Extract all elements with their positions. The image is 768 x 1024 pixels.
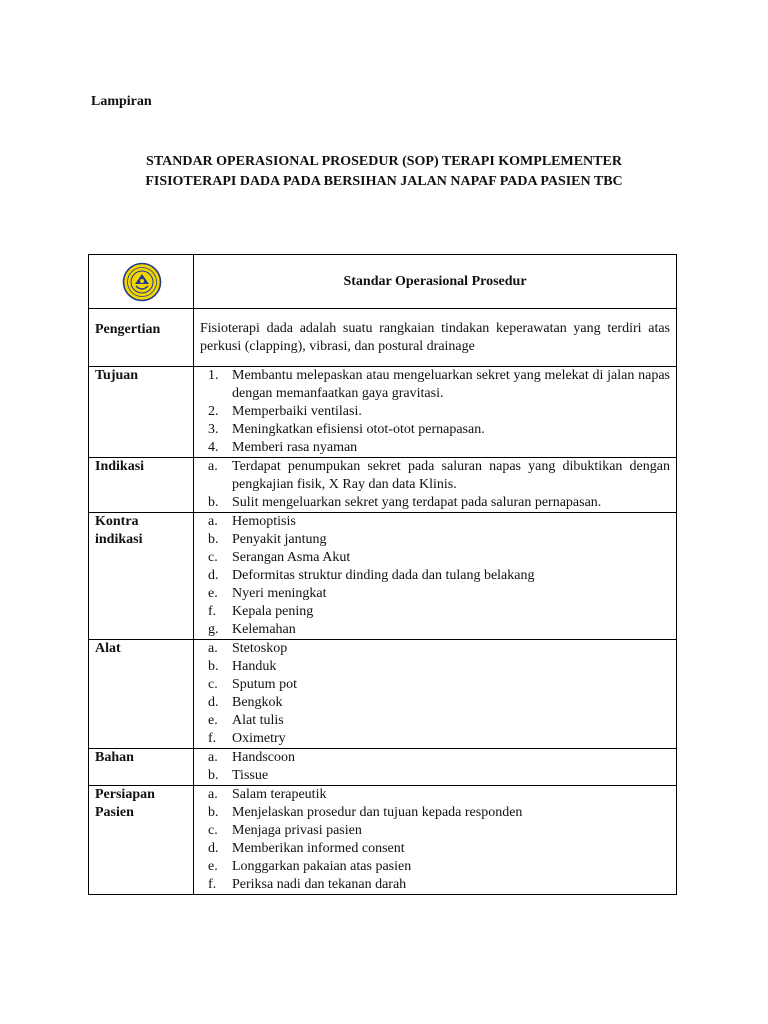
list-item bbox=[194, 858, 676, 876]
appendix-label: Lampiran bbox=[91, 94, 152, 109]
row-label-pengertian: Pengertian bbox=[89, 309, 194, 367]
list-item-text: Menjelaskan prosedur dan tujuan kepada responden bbox=[232, 805, 523, 820]
row-content-alat bbox=[194, 640, 677, 749]
item-list bbox=[194, 367, 676, 457]
list-marker: b. bbox=[208, 659, 219, 674]
list-item bbox=[194, 876, 676, 894]
item-list bbox=[194, 513, 676, 639]
list-item-text: Memberi rasa nyaman bbox=[232, 440, 358, 455]
list-item-text: Alat tulis bbox=[232, 713, 284, 728]
row-alat bbox=[89, 640, 677, 749]
row-kontra-indikasi bbox=[89, 513, 677, 640]
item-list bbox=[194, 458, 676, 512]
list-item bbox=[194, 531, 676, 549]
list-item bbox=[194, 603, 676, 621]
list-item-text: Terdapat penumpukan sekret pada saluran napas yang dibuktikan dengan pengkajian fisik, X Ray dan data Klinis. bbox=[232, 459, 670, 492]
list-item bbox=[194, 549, 676, 567]
list-item-text: Handuk bbox=[232, 659, 277, 674]
list-marker: e. bbox=[208, 586, 218, 601]
list-item-text: Nyeri meningkat bbox=[232, 586, 327, 601]
list-item-text: Kelemahan bbox=[232, 622, 296, 637]
list-marker: 1. bbox=[208, 368, 219, 383]
item-list bbox=[194, 749, 676, 785]
list-item bbox=[194, 786, 676, 804]
item-list bbox=[194, 786, 676, 894]
row-bahan bbox=[89, 749, 677, 786]
list-item bbox=[194, 840, 676, 858]
list-marker: b. bbox=[208, 532, 219, 547]
list-marker: e. bbox=[208, 859, 218, 874]
list-item-text: Penyakit jantung bbox=[232, 532, 327, 547]
list-marker: b. bbox=[208, 805, 219, 820]
list-item bbox=[194, 767, 676, 785]
list-marker: a. bbox=[208, 750, 218, 765]
list-marker: a. bbox=[208, 514, 218, 529]
row-indikasi bbox=[89, 458, 677, 513]
row-label-persiapan-pasien: Persiapan Pasien bbox=[89, 786, 194, 895]
list-item bbox=[194, 439, 676, 457]
row-label-alat: Alat bbox=[89, 640, 194, 749]
table-header-row bbox=[89, 255, 677, 309]
list-item-text: Tissue bbox=[232, 768, 269, 783]
list-marker: b. bbox=[208, 495, 219, 510]
list-item-text: Memberikan informed consent bbox=[232, 841, 405, 856]
list-item-text: Hemoptisis bbox=[232, 514, 296, 529]
list-marker: b. bbox=[208, 768, 219, 783]
row-pengertian bbox=[89, 309, 677, 367]
item-list bbox=[194, 640, 676, 748]
list-item bbox=[194, 567, 676, 585]
list-item bbox=[194, 367, 676, 403]
institution-emblem-icon bbox=[95, 262, 189, 302]
row-tujuan bbox=[89, 367, 677, 458]
row-content-persiapan-pasien bbox=[194, 786, 677, 895]
row-content-indikasi bbox=[194, 458, 677, 513]
row-label-kontra-indikasi: Kontra indikasi bbox=[89, 513, 194, 640]
list-item bbox=[194, 730, 676, 748]
list-marker: c. bbox=[208, 550, 218, 565]
list-item bbox=[194, 403, 676, 421]
list-marker: f. bbox=[208, 877, 217, 892]
list-item bbox=[194, 640, 676, 658]
list-item-text: Kepala pening bbox=[232, 604, 314, 619]
list-item-text: Longgarkan pakaian atas pasien bbox=[232, 859, 412, 874]
list-item-text: Sputum pot bbox=[232, 677, 297, 692]
list-item-text: Memperbaiki ventilasi. bbox=[232, 404, 362, 419]
pengertian-text: Fisioterapi dada adalah suatu rangkaian tindakan keperawatan yang terdiri atas perkusi (clapping), vibrasi, dan postural drainage bbox=[194, 309, 677, 367]
list-item-text: Handscoon bbox=[232, 750, 295, 765]
list-item bbox=[194, 694, 676, 712]
row-label-tujuan: Tujuan bbox=[89, 367, 194, 458]
list-marker: f. bbox=[208, 731, 217, 746]
row-persiapan-pasien bbox=[89, 786, 677, 895]
sop-table bbox=[88, 254, 677, 895]
list-item-text: Stetoskop bbox=[232, 641, 288, 656]
list-item bbox=[194, 421, 676, 439]
list-marker: a. bbox=[208, 641, 218, 656]
list-item bbox=[194, 513, 676, 531]
list-item bbox=[194, 658, 676, 676]
row-content-kontra-indikasi bbox=[194, 513, 677, 640]
title-line-1: STANDAR OPERASIONAL PROSEDUR (SOP) TERAPI KOMPLEMENTER bbox=[146, 154, 622, 169]
list-marker: 2. bbox=[208, 404, 219, 419]
list-marker: 4. bbox=[208, 440, 219, 455]
list-item bbox=[194, 822, 676, 840]
list-item bbox=[194, 749, 676, 767]
list-item bbox=[194, 458, 676, 494]
list-marker: 3. bbox=[208, 422, 219, 437]
list-item bbox=[194, 494, 676, 512]
row-content-bahan bbox=[194, 749, 677, 786]
list-marker: d. bbox=[208, 568, 219, 583]
list-item bbox=[194, 804, 676, 822]
list-item bbox=[194, 585, 676, 603]
list-item-text: Oximetry bbox=[232, 731, 286, 746]
row-content-tujuan bbox=[194, 367, 677, 458]
list-item-text: Deformitas struktur dinding dada dan tulang belakang bbox=[232, 568, 535, 583]
list-item-text: Salam terapeutik bbox=[232, 787, 327, 802]
row-label-bahan: Bahan bbox=[89, 749, 194, 786]
logo-cell bbox=[89, 255, 194, 309]
list-item-text: Periksa nadi dan tekanan darah bbox=[232, 877, 407, 892]
list-marker: g. bbox=[208, 622, 219, 637]
document-title bbox=[60, 152, 708, 192]
list-marker: e. bbox=[208, 713, 218, 728]
list-marker: c. bbox=[208, 677, 218, 692]
list-marker: f. bbox=[208, 604, 217, 619]
list-marker: d. bbox=[208, 695, 219, 710]
list-item-text: Meningkatkan efisiensi otot-otot pernapasan. bbox=[232, 422, 485, 437]
list-item-text: Bengkok bbox=[232, 695, 283, 710]
list-marker: a. bbox=[208, 459, 218, 474]
list-marker: d. bbox=[208, 841, 219, 856]
table-header: Standar Operasional Prosedur bbox=[194, 255, 677, 309]
list-marker: a. bbox=[208, 787, 218, 802]
list-item-text: Menjaga privasi pasien bbox=[232, 823, 362, 838]
list-item-text: Membantu melepaskan atau mengeluarkan sekret yang melekat di jalan napas dengan memanfaatkan gaya gravitasi. bbox=[232, 368, 670, 401]
title-line-2: FISIOTERAPI DADA PADA BERSIHAN JALAN NAPAF PADA PASIEN TBC bbox=[145, 174, 623, 189]
list-item-text: Serangan Asma Akut bbox=[232, 550, 351, 565]
list-marker: c. bbox=[208, 823, 218, 838]
list-item bbox=[194, 712, 676, 730]
list-item-text: Sulit mengeluarkan sekret yang terdapat pada saluran pernapasan. bbox=[232, 495, 602, 510]
list-item bbox=[194, 621, 676, 639]
list-item bbox=[194, 676, 676, 694]
row-label-indikasi: Indikasi bbox=[89, 458, 194, 513]
